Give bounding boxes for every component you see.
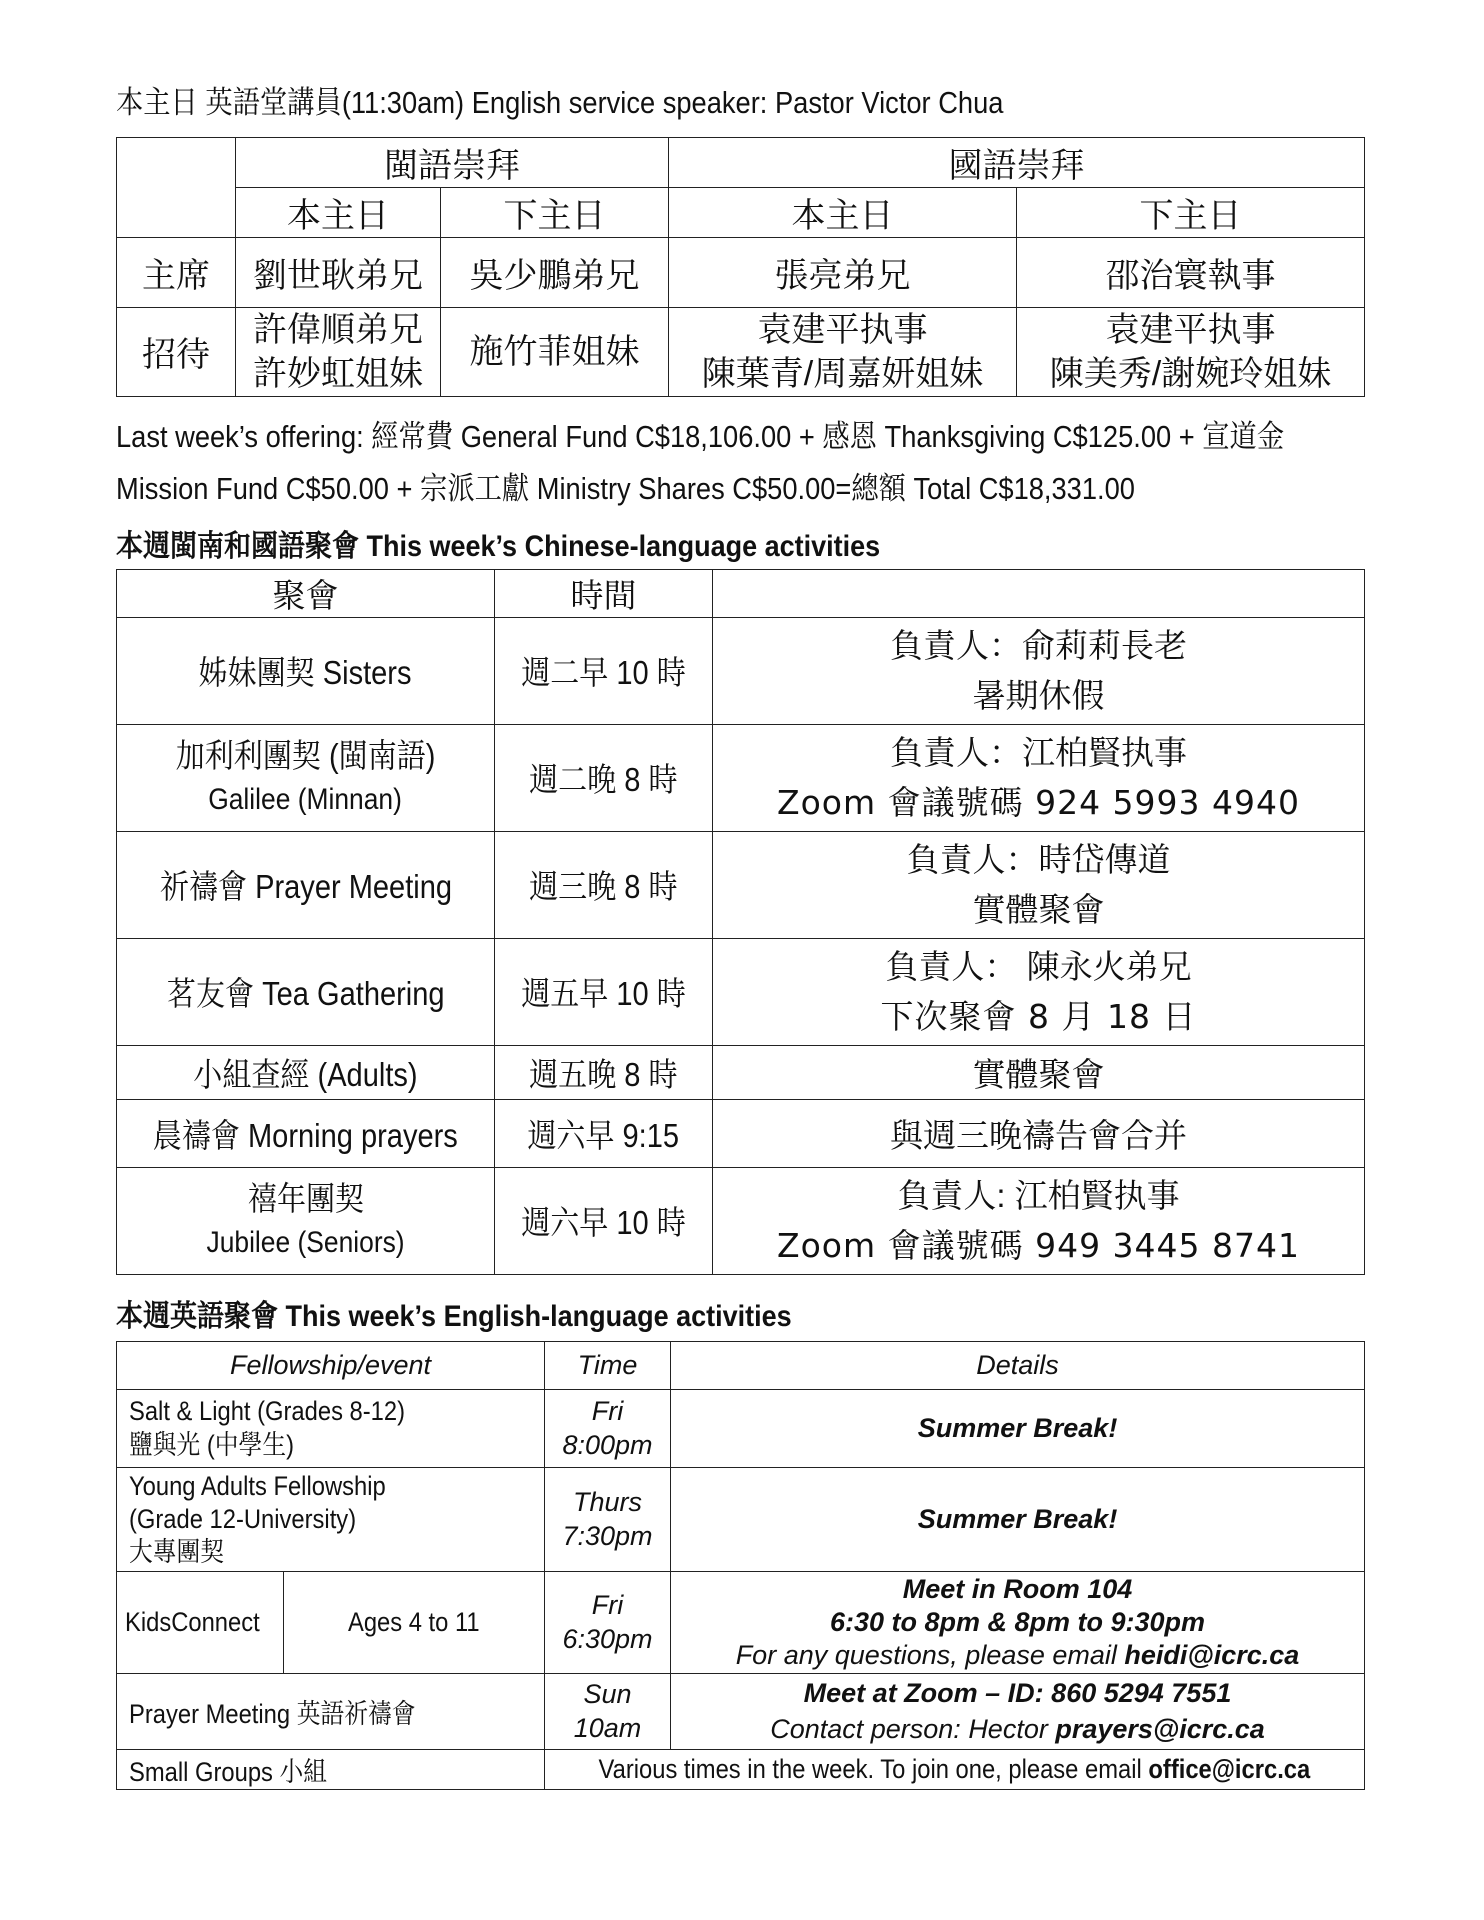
role-chair: 主席 [117, 237, 236, 307]
role-usher: 招待 [117, 307, 236, 396]
event-details: Meet at Zoom – ID: 860 5294 7551 Contact person: Hector prayers@icrc.ca [671, 1673, 1365, 1749]
details-line: 負責人：江柏賢执事 [890, 733, 1187, 771]
activity-name: 祈禱會 Prayer Meeting [117, 831, 495, 938]
event-time: Thurs 7:30pm [545, 1467, 671, 1571]
event-details: Summer Break! [671, 1467, 1365, 1571]
chair-cell: 張亮弟兄 [669, 237, 1017, 307]
offering-line-2: Mission Fund C$50.00 + 宗派工獻 Ministry Shares C$50.00=總額 Total C$18,331.00 [116, 470, 1135, 506]
speaker-line: 本主日 英語堂講員(11:30am) English service speaker: Pastor Victor Chua [116, 85, 1004, 120]
usher-line: 許偉順弟兄 [253, 310, 423, 349]
usher-cell [669, 307, 1017, 396]
details-line: 暑期休假 [972, 676, 1105, 714]
chair-cell: 劉世耿弟兄 [236, 237, 441, 307]
next-meeting-date: 下次聚會 8 月 18 日 [880, 996, 1197, 1036]
email-link[interactable]: heidi@icrc.ca [1124, 1639, 1300, 1670]
details-line: 實體聚會 [972, 890, 1105, 928]
col-header-details: Details [671, 1341, 1365, 1389]
sub-header: 本主日 [669, 187, 1017, 237]
activity-name: 姊妹團契 Sisters [117, 617, 495, 724]
service-table [116, 137, 1365, 397]
email-link[interactable]: office@icrc.ca [1148, 1753, 1311, 1784]
activity-name: 小組查經 (Adults) [117, 1045, 495, 1099]
activity-time: 週三晚 8 時 [495, 831, 713, 938]
offering-summary [116, 411, 1364, 515]
zoom-meeting-id: Zoom 會議號碼 949 3445 8741 [776, 1225, 1301, 1265]
activity-time: 週二晚 8 時 [495, 724, 713, 831]
activity-details [713, 831, 1365, 938]
usher-line: 許妙虹姐妹 [253, 354, 423, 393]
usher-cell [236, 307, 441, 396]
usher-line: 袁建平执事 [1105, 310, 1276, 349]
event-details: Various times in the week. To join one, please email office@icrc.ca [545, 1749, 1365, 1789]
activity-details [713, 938, 1365, 1045]
col-header-time: 時間 [495, 569, 713, 617]
activity-time: 週二早 10 時 [495, 617, 713, 724]
service-table-corner [117, 137, 236, 237]
activity-name: 禧年團契 Jubilee (Seniors) [117, 1167, 495, 1274]
col-header-details [713, 569, 1365, 617]
usher-line: 陳葉青/周嘉妍姐妹 [701, 354, 984, 393]
details-line: 負責人: 江柏賢执事 [897, 1176, 1180, 1214]
col-header-fellowship: Fellowship/event [117, 1341, 545, 1389]
activity-details: 實體聚會 [713, 1045, 1365, 1099]
details-line: 負責人： 陳永火弟兄 [885, 947, 1192, 985]
group-header-minnan: 閩語崇拜 [236, 137, 669, 187]
event-name: Small Groups 小組 [117, 1749, 545, 1789]
details-line: 負責人：俞莉莉長老 [890, 626, 1187, 664]
english-activities-heading: 本週英語聚會 This week’s English-language activities [116, 1299, 792, 1333]
usher-cell [441, 307, 669, 396]
sub-header: 本主日 [236, 187, 441, 237]
activity-time: 週六早 10 時 [495, 1167, 713, 1274]
activity-time: 週六早 9:15 [495, 1099, 713, 1167]
event-details: Summer Break! [671, 1389, 1365, 1467]
group-header-mandarin: 國語崇拜 [669, 137, 1365, 187]
activity-details [713, 724, 1365, 831]
event-name: Young Adults Fellowship (Grade 12-University) 大專團契 [117, 1467, 545, 1571]
activity-name: 茗友會 Tea Gathering [117, 938, 495, 1045]
event-name: KidsConnect [117, 1571, 284, 1673]
chair-cell: 邵治寰執事 [1017, 237, 1365, 307]
chinese-activities-table [116, 569, 1365, 1275]
english-activities-table [116, 1341, 1365, 1790]
event-time: Fri 8:00pm [545, 1389, 671, 1467]
usher-line: 陳美秀/謝婉玲姐妹 [1049, 354, 1332, 393]
bulletin-page [116, 84, 1364, 1790]
col-header-time: Time [545, 1341, 671, 1389]
event-age-range: Ages 4 to 11 [284, 1571, 545, 1673]
activity-name: 加利利團契 (閩南語) Galilee (Minnan) [117, 724, 495, 831]
usher-line: 袁建平执事 [757, 310, 928, 349]
email-link[interactable]: prayers@icrc.ca [1055, 1714, 1265, 1745]
offering-line-1: Last week’s offering: 經常費 General Fund C$18,106.00 + 感恩 Thanksgiving C$125.00 + 宣道金 [116, 418, 1285, 454]
activity-time: 週五早 10 時 [495, 938, 713, 1045]
sub-header: 下主日 [441, 187, 669, 237]
activity-details [713, 1167, 1365, 1274]
zoom-meeting-id: Zoom 會議號碼 924 5993 4940 [776, 782, 1301, 822]
usher-cell [1017, 307, 1365, 396]
chinese-activities-heading: 本週閩南和國語聚會 This week’s Chinese-language activities [116, 529, 881, 563]
activity-details [713, 617, 1365, 724]
details-line: 負責人：時岱傳道 [906, 840, 1171, 878]
event-name: Prayer Meeting 英語祈禱會 [117, 1673, 545, 1749]
activity-time: 週五晚 8 時 [495, 1045, 713, 1099]
event-details: Meet in Room 104 6:30 to 8pm & 8pm to 9:30pm For any questions, please email heidi@icrc.ca [671, 1571, 1365, 1673]
event-time: Fri 6:30pm [545, 1571, 671, 1673]
sub-header: 下主日 [1017, 187, 1365, 237]
activity-name: 晨禱會 Morning prayers [117, 1099, 495, 1167]
event-time: Sun 10am [545, 1673, 671, 1749]
chair-cell: 吳少鵬弟兄 [441, 237, 669, 307]
activity-details: 與週三晚禱告會合并 [713, 1099, 1365, 1167]
col-header-gathering: 聚會 [117, 569, 495, 617]
event-name: Salt & Light (Grades 8-12) 鹽與光 (中學生) [117, 1389, 545, 1467]
usher-line: 施竹菲姐妹 [469, 332, 640, 371]
